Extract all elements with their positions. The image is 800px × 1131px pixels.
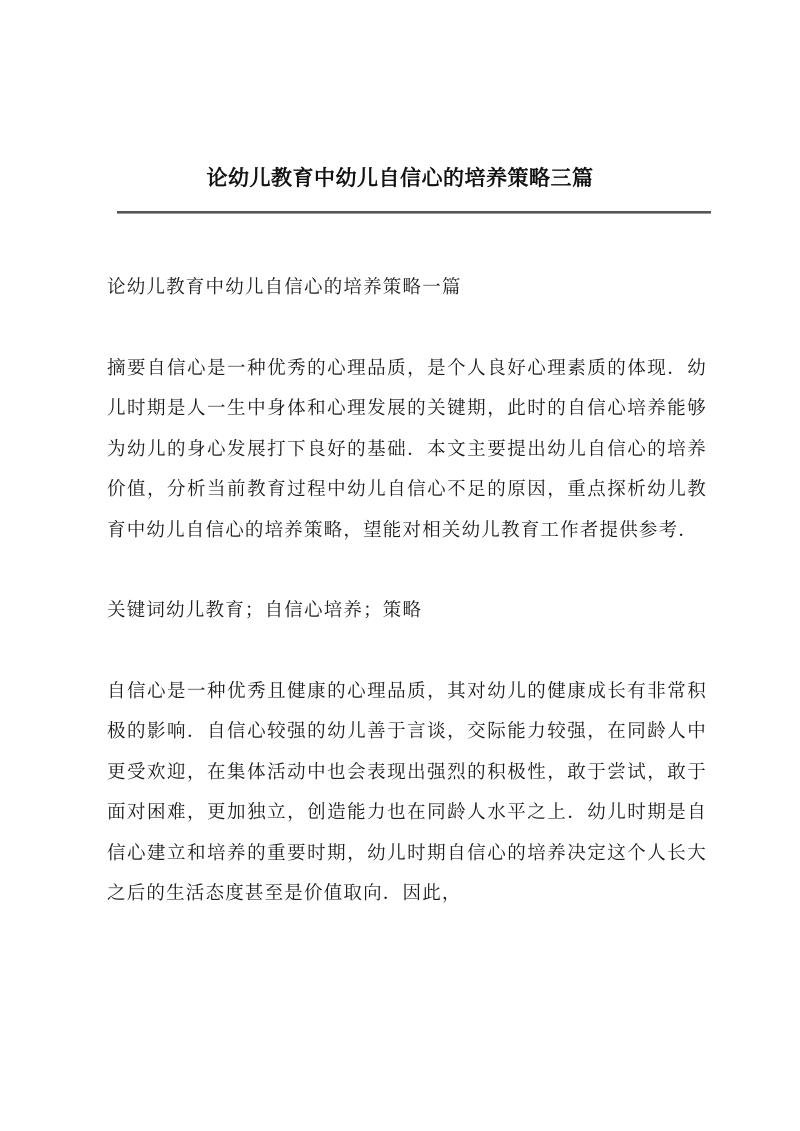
title-divider — [117, 211, 711, 214]
document-body — [107, 268, 707, 915]
keywords-paragraph: 关键词幼儿教育；自信心培养；策略 — [107, 600, 423, 621]
document-title: 论幼儿教育中幼儿自信心的培养策略三篇 — [206, 165, 594, 190]
abstract-paragraph: 摘要自信心是一种优秀的心理品质，是个人良好心理素质的体现．幼儿时期是人一生中身体和心理发展的关键期，此时的自信心培养能够为幼儿的身心发展打下良好的基础．本文主要提出幼儿自信心的培养价值，分析当前教育过程中幼儿自信心不足的原因，重点探析幼儿教育中幼儿自信心的培养策略，望能对相关幼儿教育工作者提供参考． — [107, 357, 707, 541]
section-heading: 论幼儿教育中幼儿自信心的培养策略一篇 — [107, 277, 462, 298]
body-paragraph: 自信心是一种优秀且健康的心理品质，其对幼儿的健康成长有非常积极的影响．自信心较强的幼儿善于言谈，交际能力较强，在同龄人中更受欢迎，在集体活动中也会表现出强烈的积极性，敢于尝试，敢于面对困难，更加独立，创造能力也在同龄人水平之上．幼儿时期是自信心建立和培养的重要时期，幼儿时期自信心的培养决定这个人长大之后的生活态度甚至是价值取向．因此， — [107, 680, 707, 904]
